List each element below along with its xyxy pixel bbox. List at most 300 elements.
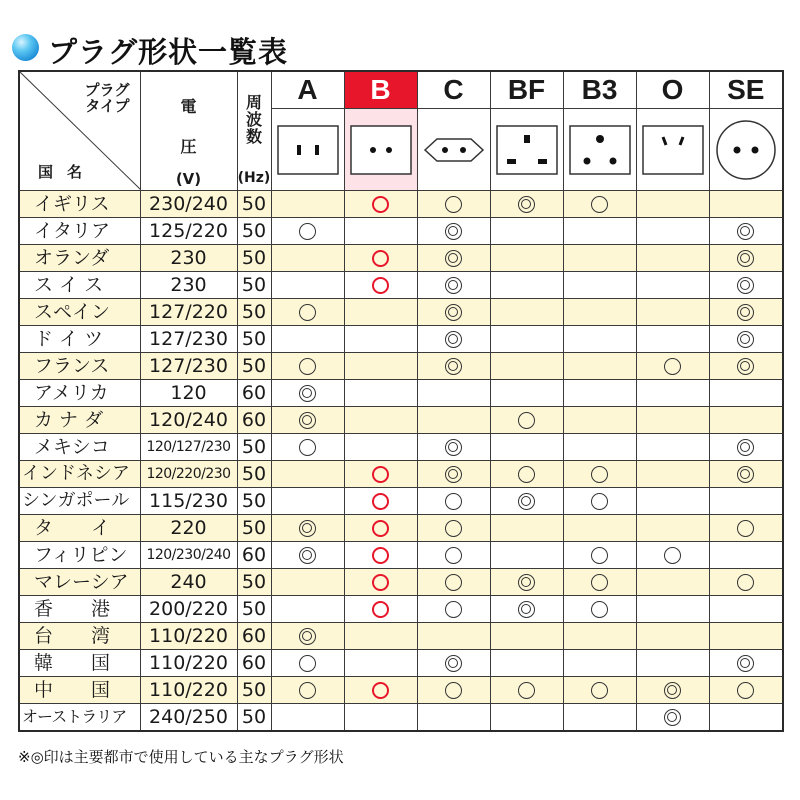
plug-mark-icon bbox=[518, 466, 535, 483]
plug-cell-o bbox=[636, 542, 709, 569]
plug-cell-o bbox=[636, 461, 709, 488]
plug-mark-red-icon bbox=[372, 601, 389, 618]
plug-cell-a bbox=[271, 434, 344, 461]
plug-type-label: プラグ タイプ bbox=[84, 81, 130, 115]
frequency-value: 50 bbox=[237, 515, 271, 542]
plug-cell-a bbox=[271, 677, 344, 704]
plug-cell-o bbox=[636, 623, 709, 650]
plug-cell-a bbox=[271, 299, 344, 326]
frequency-value: 60 bbox=[237, 407, 271, 434]
plug-mark-icon bbox=[445, 520, 462, 537]
voltage-value: 110/220 bbox=[140, 677, 237, 704]
plug-cell-o bbox=[636, 677, 709, 704]
plug-cell-c bbox=[417, 380, 490, 407]
plug-cell-se bbox=[709, 677, 783, 704]
plug-cell-a bbox=[271, 245, 344, 272]
plug-header-o: O bbox=[636, 71, 709, 191]
plug-cell-c bbox=[417, 191, 490, 218]
plug-mark-icon bbox=[591, 196, 608, 213]
frequency-value: 50 bbox=[237, 704, 271, 732]
plug-cell-b3 bbox=[563, 677, 636, 704]
plug-cell-se bbox=[709, 434, 783, 461]
plug-cell-c bbox=[417, 326, 490, 353]
plug-cell-c bbox=[417, 434, 490, 461]
plug-cell-b3 bbox=[563, 704, 636, 732]
voltage-value: 240 bbox=[140, 569, 237, 596]
main-plug-mark-icon bbox=[737, 331, 754, 348]
frequency-value: 50 bbox=[237, 272, 271, 299]
plug-cell-b3 bbox=[563, 218, 636, 245]
main-plug-mark-icon bbox=[737, 250, 754, 267]
voltage-value: 125/220 bbox=[140, 218, 237, 245]
plug-mark-icon bbox=[737, 682, 754, 699]
plug-cell-b bbox=[344, 515, 417, 542]
plug-header-b: B bbox=[344, 71, 417, 191]
main-plug-mark-icon bbox=[737, 358, 754, 375]
main-plug-mark-icon bbox=[445, 223, 462, 240]
plug-mark-icon bbox=[591, 547, 608, 564]
main-plug-mark-icon bbox=[299, 412, 316, 429]
voltage-value: 110/220 bbox=[140, 650, 237, 677]
plug-cell-b bbox=[344, 407, 417, 434]
plug-cell-b3 bbox=[563, 488, 636, 515]
plug-cell-se bbox=[709, 704, 783, 732]
voltage-value: 230 bbox=[140, 245, 237, 272]
main-plug-mark-icon bbox=[518, 574, 535, 591]
plug-cell-se bbox=[709, 650, 783, 677]
country-name: ス イ ス bbox=[19, 272, 140, 299]
plug-mark-icon bbox=[518, 682, 535, 699]
plug-mark-icon bbox=[591, 682, 608, 699]
voltage-value: 127/230 bbox=[140, 326, 237, 353]
plug-cell-o bbox=[636, 326, 709, 353]
plug-cell-o bbox=[636, 434, 709, 461]
plug-cell-o bbox=[636, 299, 709, 326]
title-bar bbox=[6, 30, 786, 68]
plug-cell-b bbox=[344, 677, 417, 704]
plug-cell-b bbox=[344, 434, 417, 461]
plug-cell-se bbox=[709, 461, 783, 488]
table-row bbox=[19, 407, 783, 434]
plug-cell-bf bbox=[490, 218, 563, 245]
plug-cell-o bbox=[636, 515, 709, 542]
country-name: 韓 国 bbox=[19, 650, 140, 677]
main-plug-mark-icon bbox=[737, 223, 754, 240]
plug-cell-b3 bbox=[563, 623, 636, 650]
plug-cell-o bbox=[636, 353, 709, 380]
plug-mark-red-icon bbox=[372, 250, 389, 267]
plug-mark-icon bbox=[445, 493, 462, 510]
main-plug-mark-icon bbox=[445, 439, 462, 456]
plug-mark-red-icon bbox=[372, 520, 389, 537]
plug-cell-c bbox=[417, 407, 490, 434]
country-name: アメリカ bbox=[19, 380, 140, 407]
plug-mark-icon bbox=[445, 574, 462, 591]
plug-cell-a bbox=[271, 488, 344, 515]
voltage-value: 120/240 bbox=[140, 407, 237, 434]
main-plug-mark-icon bbox=[737, 439, 754, 456]
main-plug-mark-icon bbox=[518, 493, 535, 510]
plug-cell-bf bbox=[490, 191, 563, 218]
plug-cell-se bbox=[709, 569, 783, 596]
main-plug-mark-icon bbox=[737, 655, 754, 672]
frequency-value: 50 bbox=[237, 191, 271, 218]
plug-cell-se bbox=[709, 191, 783, 218]
plug-cell-o bbox=[636, 218, 709, 245]
frequency-value: 50 bbox=[237, 569, 271, 596]
plug-cell-c bbox=[417, 272, 490, 299]
plug-mark-icon bbox=[299, 439, 316, 456]
plug-mark-icon bbox=[445, 682, 462, 699]
main-plug-mark-icon bbox=[518, 196, 535, 213]
main-plug-mark-icon bbox=[299, 385, 316, 402]
main-plug-mark-icon bbox=[445, 250, 462, 267]
country-name: フランス bbox=[19, 353, 140, 380]
country-name: メキシコ bbox=[19, 434, 140, 461]
plug-a-icon bbox=[272, 109, 344, 190]
country-name: フィリピン bbox=[19, 542, 140, 569]
main-plug-mark-icon bbox=[445, 466, 462, 483]
plug-cell-b3 bbox=[563, 191, 636, 218]
table-row bbox=[19, 191, 783, 218]
frequency-value: 60 bbox=[237, 650, 271, 677]
table-row bbox=[19, 704, 783, 732]
plug-mark-red-icon bbox=[372, 277, 389, 294]
voltage-value: 115/230 bbox=[140, 488, 237, 515]
voltage-value: 120 bbox=[140, 380, 237, 407]
plug-mark-red-icon bbox=[372, 493, 389, 510]
plug-cell-b bbox=[344, 272, 417, 299]
plug-cell-b bbox=[344, 218, 417, 245]
plug-cell-c bbox=[417, 218, 490, 245]
frequency-value: 60 bbox=[237, 542, 271, 569]
plug-cell-a bbox=[271, 596, 344, 623]
main-plug-mark-icon bbox=[737, 304, 754, 321]
voltage-value: 120/127/230 bbox=[140, 434, 237, 461]
voltage-header: 電 圧 (V) bbox=[140, 71, 237, 191]
country-name: シンガポール bbox=[19, 488, 140, 515]
plug-cell-b bbox=[344, 380, 417, 407]
plug-cell-se bbox=[709, 515, 783, 542]
plug-header-b3: B3 bbox=[563, 71, 636, 191]
plug-cell-c bbox=[417, 542, 490, 569]
main-plug-mark-icon bbox=[445, 655, 462, 672]
frequency-value: 50 bbox=[237, 299, 271, 326]
plug-cell-b bbox=[344, 623, 417, 650]
main-plug-mark-icon bbox=[445, 277, 462, 294]
plug-cell-a bbox=[271, 353, 344, 380]
plug-cell-se bbox=[709, 488, 783, 515]
plug-mark-red-icon bbox=[372, 574, 389, 591]
frequency-value: 50 bbox=[237, 677, 271, 704]
plug-cell-bf bbox=[490, 299, 563, 326]
plug-mark-icon bbox=[664, 547, 681, 564]
voltage-value: 240/250 bbox=[140, 704, 237, 732]
plug-cell-c bbox=[417, 596, 490, 623]
plug-mark-red-icon bbox=[372, 682, 389, 699]
plug-cell-se bbox=[709, 299, 783, 326]
voltage-value: 200/220 bbox=[140, 596, 237, 623]
country-name: オランダ bbox=[19, 245, 140, 272]
plug-cell-c bbox=[417, 461, 490, 488]
plug-cell-bf bbox=[490, 434, 563, 461]
plug-cell-bf bbox=[490, 623, 563, 650]
frequency-value: 50 bbox=[237, 326, 271, 353]
plug-cell-bf bbox=[490, 407, 563, 434]
plug-cell-b bbox=[344, 299, 417, 326]
plug-cell-bf bbox=[490, 488, 563, 515]
plug-cell-a bbox=[271, 623, 344, 650]
plug-cell-b bbox=[344, 191, 417, 218]
plug-cell-c bbox=[417, 704, 490, 732]
plug-cell-a bbox=[271, 272, 344, 299]
plug-cell-b3 bbox=[563, 353, 636, 380]
main-plug-mark-icon bbox=[737, 466, 754, 483]
plug-cell-a bbox=[271, 461, 344, 488]
main-plug-mark-icon bbox=[445, 331, 462, 348]
plug-mark-icon bbox=[737, 520, 754, 537]
plug-cell-b3 bbox=[563, 569, 636, 596]
plug-o-icon bbox=[637, 109, 709, 190]
main-plug-mark-icon bbox=[299, 628, 316, 645]
country-name: イギリス bbox=[19, 191, 140, 218]
country-name: イタリア bbox=[19, 218, 140, 245]
plug-cell-b3 bbox=[563, 461, 636, 488]
plug-se-icon bbox=[710, 109, 783, 190]
plug-cell-bf bbox=[490, 245, 563, 272]
plug-cell-c bbox=[417, 515, 490, 542]
plug-header-a: A bbox=[271, 71, 344, 191]
frequency-unit: (Hz) bbox=[237, 170, 271, 186]
plug-cell-b bbox=[344, 461, 417, 488]
title-bullet-icon bbox=[12, 34, 39, 61]
plug-cell-a bbox=[271, 515, 344, 542]
header-row bbox=[19, 71, 783, 191]
plug-table-body bbox=[19, 191, 783, 732]
plug-mark-icon bbox=[445, 547, 462, 564]
plug-cell-b bbox=[344, 650, 417, 677]
plug-cell-b bbox=[344, 488, 417, 515]
voltage-value: 230 bbox=[140, 272, 237, 299]
country-name: マレーシア bbox=[19, 569, 140, 596]
plug-mark-icon bbox=[591, 574, 608, 591]
plug-bf-icon bbox=[491, 109, 563, 190]
country-name: オーストラリア bbox=[19, 704, 140, 732]
plug-cell-b3 bbox=[563, 434, 636, 461]
plug-mark-icon bbox=[299, 304, 316, 321]
plug-mark-icon bbox=[591, 466, 608, 483]
table-row bbox=[19, 434, 783, 461]
main-plug-mark-icon bbox=[664, 709, 681, 726]
plug-cell-c bbox=[417, 569, 490, 596]
plug-cell-c bbox=[417, 245, 490, 272]
plug-mark-icon bbox=[664, 358, 681, 375]
table-row bbox=[19, 515, 783, 542]
plug-mark-red-icon bbox=[372, 466, 389, 483]
plug-b-icon bbox=[345, 109, 417, 190]
plug-cell-bf bbox=[490, 272, 563, 299]
frequency-value: 50 bbox=[237, 218, 271, 245]
plug-cell-o bbox=[636, 191, 709, 218]
plug-header-bf: BF bbox=[490, 71, 563, 191]
plug-cell-bf bbox=[490, 704, 563, 732]
plug-mark-icon bbox=[518, 412, 535, 429]
country-name: カ ナ ダ bbox=[19, 407, 140, 434]
plug-mark-icon bbox=[591, 601, 608, 618]
plug-cell-b bbox=[344, 569, 417, 596]
table-row bbox=[19, 353, 783, 380]
plug-cell-b3 bbox=[563, 245, 636, 272]
main-plug-mark-icon bbox=[737, 277, 754, 294]
table-row bbox=[19, 569, 783, 596]
country-name: タ イ bbox=[19, 515, 140, 542]
plug-header-c: C bbox=[417, 71, 490, 191]
plug-mark-icon bbox=[299, 682, 316, 699]
main-plug-mark-icon bbox=[664, 682, 681, 699]
country-name-label: 国名 bbox=[38, 163, 97, 181]
plug-mark-icon bbox=[445, 196, 462, 213]
plug-cell-se bbox=[709, 407, 783, 434]
frequency-value: 50 bbox=[237, 245, 271, 272]
plug-cell-a bbox=[271, 407, 344, 434]
country-name: インドネシア bbox=[19, 461, 140, 488]
plug-cell-b3 bbox=[563, 326, 636, 353]
plug-cell-a bbox=[271, 704, 344, 732]
plug-cell-bf bbox=[490, 461, 563, 488]
plug-cell-se bbox=[709, 623, 783, 650]
plug-c-icon bbox=[418, 109, 490, 190]
table-row bbox=[19, 461, 783, 488]
country-name: 香 港 bbox=[19, 596, 140, 623]
plug-cell-b3 bbox=[563, 272, 636, 299]
table-row bbox=[19, 488, 783, 515]
plug-mark-icon bbox=[299, 223, 316, 240]
voltage-value: 220 bbox=[140, 515, 237, 542]
plug-cell-bf bbox=[490, 650, 563, 677]
plug-cell-o bbox=[636, 650, 709, 677]
page-title: プラグ形状一覧表 bbox=[48, 35, 289, 69]
voltage-value: 120/220/230 bbox=[140, 461, 237, 488]
plug-cell-se bbox=[709, 218, 783, 245]
corner-header bbox=[19, 71, 140, 191]
frequency-value: 50 bbox=[237, 596, 271, 623]
plug-cell-c bbox=[417, 677, 490, 704]
plug-mark-icon bbox=[591, 493, 608, 510]
table-row bbox=[19, 299, 783, 326]
plug-cell-b bbox=[344, 542, 417, 569]
table-row bbox=[19, 677, 783, 704]
plug-cell-c bbox=[417, 488, 490, 515]
plug-b3-icon bbox=[564, 109, 636, 190]
plug-cell-se bbox=[709, 326, 783, 353]
plug-cell-se bbox=[709, 542, 783, 569]
country-name: 台 湾 bbox=[19, 623, 140, 650]
plug-cell-a bbox=[271, 542, 344, 569]
plug-cell-bf bbox=[490, 326, 563, 353]
voltage-value: 127/220 bbox=[140, 299, 237, 326]
table-row bbox=[19, 272, 783, 299]
plug-mark-icon bbox=[737, 574, 754, 591]
plug-cell-b3 bbox=[563, 596, 636, 623]
plug-cell-b3 bbox=[563, 299, 636, 326]
plug-cell-bf bbox=[490, 542, 563, 569]
plug-cell-b3 bbox=[563, 542, 636, 569]
voltage-value: 110/220 bbox=[140, 623, 237, 650]
frequency-header: 周 波 数 (Hz) bbox=[237, 71, 271, 191]
plug-cell-o bbox=[636, 272, 709, 299]
plug-cell-c bbox=[417, 353, 490, 380]
plug-cell-bf bbox=[490, 677, 563, 704]
plug-cell-a bbox=[271, 191, 344, 218]
plug-cell-o bbox=[636, 245, 709, 272]
voltage-value: 127/230 bbox=[140, 353, 237, 380]
table-row bbox=[19, 245, 783, 272]
plug-cell-b3 bbox=[563, 515, 636, 542]
plug-cell-c bbox=[417, 623, 490, 650]
voltage-unit: (V) bbox=[175, 170, 202, 188]
frequency-value: 50 bbox=[237, 434, 271, 461]
country-name: スペイン bbox=[19, 299, 140, 326]
table-row bbox=[19, 326, 783, 353]
plug-cell-b3 bbox=[563, 650, 636, 677]
plug-cell-bf bbox=[490, 596, 563, 623]
table-row bbox=[19, 380, 783, 407]
frequency-value: 50 bbox=[237, 461, 271, 488]
plug-cell-b bbox=[344, 704, 417, 732]
table-row bbox=[19, 623, 783, 650]
plug-header-se: SE bbox=[709, 71, 783, 191]
plug-cell-b bbox=[344, 326, 417, 353]
plug-cell-se bbox=[709, 380, 783, 407]
plug-cell-b3 bbox=[563, 407, 636, 434]
plug-mark-icon bbox=[445, 601, 462, 618]
frequency-value: 60 bbox=[237, 380, 271, 407]
plug-cell-o bbox=[636, 596, 709, 623]
table-row bbox=[19, 218, 783, 245]
plug-cell-a bbox=[271, 326, 344, 353]
country-name: 中 国 bbox=[19, 677, 140, 704]
plug-cell-c bbox=[417, 299, 490, 326]
plug-cell-b3 bbox=[563, 380, 636, 407]
plug-mark-icon bbox=[299, 655, 316, 672]
plug-cell-a bbox=[271, 650, 344, 677]
plug-cell-se bbox=[709, 272, 783, 299]
main-plug-mark-icon bbox=[445, 304, 462, 321]
plug-cell-bf bbox=[490, 515, 563, 542]
plug-table bbox=[18, 70, 784, 732]
plug-cell-se bbox=[709, 596, 783, 623]
plug-cell-bf bbox=[490, 380, 563, 407]
table-row bbox=[19, 542, 783, 569]
table-row bbox=[19, 650, 783, 677]
plug-cell-o bbox=[636, 488, 709, 515]
plug-cell-se bbox=[709, 353, 783, 380]
country-name: ド イ ツ bbox=[19, 326, 140, 353]
plug-cell-o bbox=[636, 380, 709, 407]
plug-cell-o bbox=[636, 407, 709, 434]
table-row bbox=[19, 596, 783, 623]
plug-cell-a bbox=[271, 218, 344, 245]
plug-cell-b bbox=[344, 245, 417, 272]
plug-mark-icon bbox=[299, 358, 316, 375]
plug-mark-red-icon bbox=[372, 196, 389, 213]
main-plug-mark-icon bbox=[518, 601, 535, 618]
main-plug-mark-icon bbox=[299, 520, 316, 537]
plug-mark-red-icon bbox=[372, 547, 389, 564]
plug-cell-o bbox=[636, 569, 709, 596]
plug-cell-b bbox=[344, 353, 417, 380]
main-plug-mark-icon bbox=[299, 547, 316, 564]
